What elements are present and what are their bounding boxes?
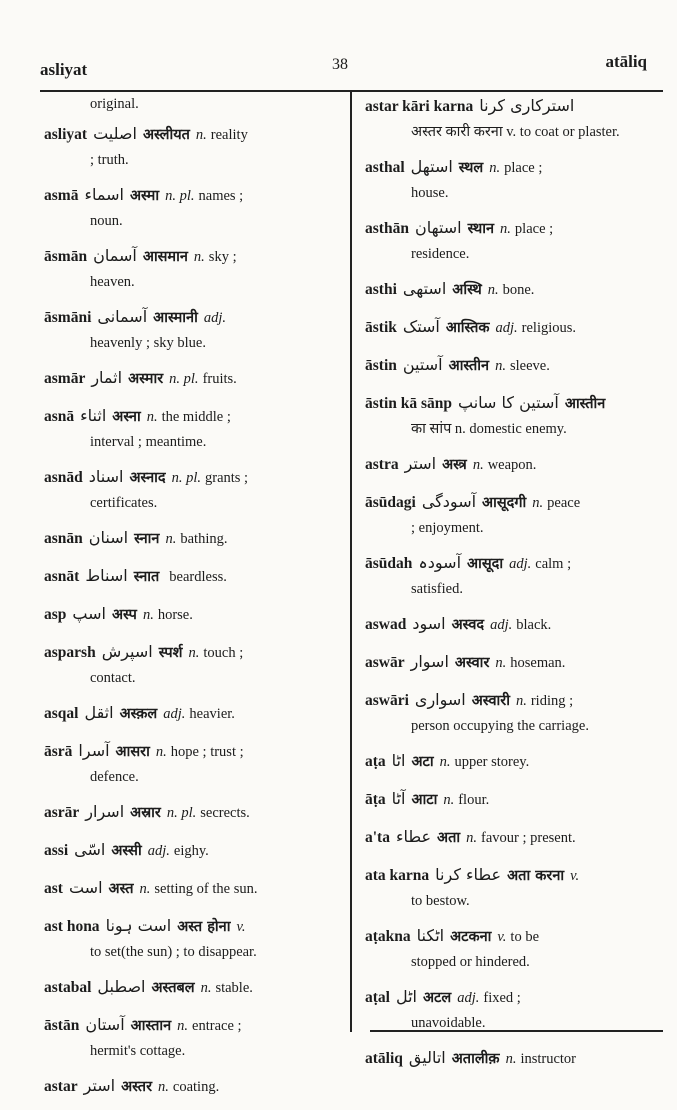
dictionary-entry bbox=[365, 488, 655, 540]
headword: asnā bbox=[44, 408, 75, 425]
part-of-speech: v. bbox=[236, 919, 246, 935]
part-of-speech: n. bbox=[188, 645, 200, 661]
dictionary-entry bbox=[44, 973, 336, 1002]
headword: asp bbox=[44, 606, 67, 623]
hindi-script: अस्वद bbox=[451, 617, 485, 633]
dictionary-entry bbox=[44, 181, 336, 233]
definition-continuation: ; truth. bbox=[90, 152, 129, 168]
dictionary-entry bbox=[44, 402, 336, 454]
definition-continuation: interval ; meantime. bbox=[90, 434, 207, 450]
headword: ata karna bbox=[365, 867, 430, 884]
urdu-script: آسرا bbox=[78, 741, 110, 760]
definition-continuation: satisfied. bbox=[411, 581, 463, 597]
definition: place ; bbox=[514, 221, 554, 237]
urdu-script: اسناد bbox=[88, 467, 124, 486]
part-of-speech: n. bbox=[439, 754, 451, 770]
definition: horse. bbox=[157, 607, 193, 623]
hindi-script: अता करना bbox=[507, 868, 565, 884]
column-divider bbox=[350, 90, 352, 1032]
urdu-script: است bbox=[68, 878, 103, 897]
dictionary-entry bbox=[44, 912, 336, 964]
dictionary-entry bbox=[365, 549, 655, 601]
dictionary-entry bbox=[44, 1072, 336, 1101]
hindi-script: अस्वारी bbox=[471, 693, 510, 709]
dictionary-entry bbox=[365, 92, 655, 144]
definition: setting of the sun. bbox=[154, 881, 258, 897]
hindi-script: अस्थि bbox=[452, 282, 482, 298]
dictionary-entry bbox=[365, 922, 655, 974]
part-of-speech: n. bbox=[515, 693, 527, 709]
urdu-script: اصلیت bbox=[93, 124, 137, 143]
part-of-speech: n. bbox=[505, 1051, 517, 1067]
page-number: 38 bbox=[332, 56, 348, 73]
part-of-speech: n. bbox=[472, 457, 484, 473]
dictionary-entry bbox=[365, 275, 655, 304]
urdu-script: اسنان bbox=[88, 528, 129, 547]
headword: asnād bbox=[44, 469, 83, 486]
dictionary-entry bbox=[365, 610, 655, 639]
part-of-speech: adj. bbox=[490, 617, 513, 633]
continuation-text: original. bbox=[90, 96, 139, 112]
headword: āstin bbox=[365, 357, 397, 374]
headword: āstin kā sānp bbox=[365, 395, 453, 412]
part-of-speech: n. bbox=[200, 980, 212, 996]
hindi-script: अतालीक़ bbox=[451, 1051, 500, 1067]
definition: fixed ; bbox=[483, 990, 521, 1006]
part-of-speech: n. bbox=[487, 282, 499, 298]
urdu-script: اسود bbox=[412, 614, 446, 633]
dictionary-entry bbox=[365, 389, 655, 441]
urdu-script: آٹا bbox=[391, 789, 406, 808]
urdu-script: استھی bbox=[402, 279, 447, 298]
part-of-speech: n. pl. bbox=[166, 805, 197, 821]
part-of-speech: n. bbox=[177, 1018, 189, 1034]
urdu-script: اسوار bbox=[410, 652, 449, 671]
hindi-script: स्पर्श bbox=[158, 645, 183, 661]
hindi-script: अस्लीयत bbox=[142, 127, 190, 143]
headword: aswār bbox=[365, 654, 405, 671]
dictionary-entry bbox=[365, 1044, 655, 1073]
urdu-script: آستین bbox=[402, 355, 443, 374]
definition: sky ; bbox=[208, 249, 237, 265]
definition: heavier. bbox=[189, 706, 235, 722]
headword: astabal bbox=[44, 979, 92, 996]
hindi-script: अस्सी bbox=[111, 843, 142, 859]
hindi-script: अस्रार bbox=[130, 805, 161, 821]
headword: asnān bbox=[44, 530, 83, 547]
definition-continuation: defence. bbox=[90, 769, 139, 785]
urdu-script: اسرار bbox=[85, 802, 125, 821]
urdu-script: اثقل bbox=[84, 703, 114, 722]
definition-continuation: contact. bbox=[90, 670, 136, 686]
part-of-speech: n. bbox=[532, 495, 544, 511]
urdu-script: اسّی bbox=[74, 840, 106, 859]
headword: aṭal bbox=[365, 989, 390, 1006]
part-of-speech: n. bbox=[142, 607, 154, 623]
urdu-script: اسماء bbox=[84, 185, 124, 204]
hindi-script: आसमान bbox=[142, 249, 188, 265]
hindi-script: आस्मानी bbox=[153, 310, 198, 326]
definition: beardless. bbox=[169, 569, 227, 585]
definition: to be bbox=[510, 929, 540, 945]
urdu-script: اتالیق bbox=[408, 1048, 446, 1067]
headword: āsūdagi bbox=[365, 494, 416, 511]
definition-continuation: to bestow. bbox=[411, 893, 470, 909]
urdu-script: استھان bbox=[414, 218, 462, 237]
dictionary-entry bbox=[365, 351, 655, 380]
definition: flour. bbox=[458, 792, 490, 808]
dictionary-entry bbox=[44, 120, 336, 172]
part-of-speech: v. bbox=[570, 868, 580, 884]
hindi-script: अटा bbox=[411, 754, 434, 770]
headword: asliyat bbox=[44, 126, 88, 143]
definition-continuation: heavenly ; sky blue. bbox=[90, 335, 206, 351]
hindi-script: आस्तीन bbox=[448, 358, 490, 374]
urdu-script: اثناء bbox=[80, 406, 107, 425]
hindi-script: अस्ना bbox=[112, 409, 141, 425]
headword: assi bbox=[44, 842, 69, 859]
definition-continuation: अस्तर कारी करना v. to coat or plaster. bbox=[411, 124, 620, 140]
urdu-script: عطاء کرنا bbox=[435, 865, 502, 884]
definition: black. bbox=[516, 617, 552, 633]
urdu-script: اثمار bbox=[91, 368, 123, 387]
definition: secrects. bbox=[200, 805, 250, 821]
part-of-speech: n. bbox=[443, 792, 455, 808]
dictionary-entry bbox=[44, 638, 336, 690]
definition: place ; bbox=[504, 160, 543, 176]
dictionary-entry bbox=[365, 153, 655, 205]
definition: names ; bbox=[198, 188, 244, 204]
definition: weapon. bbox=[487, 457, 537, 473]
part-of-speech: adj. bbox=[509, 556, 532, 572]
dictionary-entry bbox=[365, 861, 655, 913]
definition-continuation: hermit's cottage. bbox=[90, 1043, 186, 1059]
definition: the middle ; bbox=[161, 409, 231, 425]
headword: asrār bbox=[44, 804, 80, 821]
dictionary-entry bbox=[44, 874, 336, 903]
definition: grants ; bbox=[205, 470, 249, 486]
urdu-script: اٹل bbox=[395, 987, 417, 1006]
urdu-script: اٹکنا bbox=[416, 926, 445, 945]
definition: favour ; present. bbox=[481, 830, 576, 846]
hindi-script: अस्वार bbox=[454, 655, 490, 671]
part-of-speech: adj. bbox=[495, 320, 518, 336]
dictionary-entry bbox=[44, 303, 336, 355]
headword: asnāt bbox=[44, 568, 80, 585]
urdu-script: اسپ bbox=[72, 604, 106, 623]
headword: asthi bbox=[365, 281, 397, 298]
dictionary-entry bbox=[44, 836, 336, 865]
urdu-script: استر bbox=[83, 1076, 116, 1095]
definition-continuation: heaven. bbox=[90, 274, 135, 290]
dictionary-entry bbox=[44, 463, 336, 515]
hindi-script: स्थल bbox=[458, 160, 484, 176]
part-of-speech: n. bbox=[155, 744, 167, 760]
definition-continuation: noun. bbox=[90, 213, 123, 229]
headword: āsūdah bbox=[365, 555, 413, 572]
part-of-speech: n. pl. bbox=[171, 470, 201, 486]
headword: ast bbox=[44, 880, 63, 897]
urdu-script: استھل bbox=[410, 157, 453, 176]
headword: asthal bbox=[365, 159, 405, 176]
headword: āsrā bbox=[44, 743, 73, 760]
definition-continuation: का सांप n. domestic enemy. bbox=[411, 421, 567, 437]
dictionary-entry bbox=[44, 242, 336, 294]
part-of-speech: adj. bbox=[457, 990, 480, 1006]
left-column bbox=[44, 92, 336, 1110]
hindi-script: अस्नाद bbox=[129, 470, 166, 486]
urdu-script: عطاء bbox=[395, 827, 432, 846]
headword: astar bbox=[44, 1078, 78, 1095]
hindi-script: अस्त्र bbox=[442, 457, 467, 473]
hindi-script: अस्तबल bbox=[151, 980, 195, 996]
headword: āstān bbox=[44, 1017, 80, 1034]
headword: atāliq bbox=[365, 1050, 403, 1067]
urdu-script: اسواری bbox=[414, 690, 466, 709]
urdu-script: اصطبل bbox=[97, 977, 146, 996]
hindi-script: अस्त होना bbox=[177, 919, 231, 935]
part-of-speech: n. bbox=[495, 655, 507, 671]
definition: calm ; bbox=[535, 556, 572, 572]
definition: religious. bbox=[521, 320, 577, 336]
urdu-script: اسپرش bbox=[101, 642, 153, 661]
headword: asmā bbox=[44, 187, 79, 204]
part-of-speech: adj. bbox=[203, 310, 226, 326]
dictionary-entry bbox=[365, 450, 655, 479]
headword: asparsh bbox=[44, 644, 96, 661]
headword: āṭa bbox=[365, 791, 386, 808]
urdu-script: استر bbox=[404, 454, 437, 473]
definition-continuation: certificates. bbox=[90, 495, 158, 511]
definition-continuation: unavoidable. bbox=[411, 1015, 486, 1031]
part-of-speech: n. bbox=[466, 830, 478, 846]
headword: asthān bbox=[365, 220, 409, 237]
dictionary-entry bbox=[365, 648, 655, 677]
dictionary-entry bbox=[365, 214, 655, 266]
hindi-script: अस्प bbox=[111, 607, 137, 623]
part-of-speech: v. bbox=[497, 929, 507, 945]
definition-continuation: ; enjoyment. bbox=[411, 520, 484, 536]
dictionary-entry bbox=[44, 798, 336, 827]
hindi-script: अता bbox=[437, 830, 461, 846]
hindi-script: आटा bbox=[411, 792, 438, 808]
hindi-script: अटल bbox=[422, 990, 452, 1006]
headword: aswāri bbox=[365, 692, 409, 709]
part-of-speech: adj. bbox=[147, 843, 170, 859]
hindi-script: अस्क़ल bbox=[119, 706, 158, 722]
definition: stable. bbox=[215, 980, 253, 996]
hindi-script: स्नान bbox=[134, 531, 160, 547]
urdu-script: آسودہ bbox=[418, 553, 462, 572]
part-of-speech: n. bbox=[193, 249, 205, 265]
left-guide-word: asliyat bbox=[40, 60, 88, 79]
definition-continuation: residence. bbox=[411, 246, 470, 262]
headword: aṭakna bbox=[365, 928, 411, 945]
headword: asmār bbox=[44, 370, 86, 387]
definition: touch ; bbox=[203, 645, 244, 661]
definition: fruits. bbox=[202, 371, 237, 387]
headword: astra bbox=[365, 456, 399, 473]
hindi-script: अस्मार bbox=[128, 371, 164, 387]
definition: peace bbox=[547, 495, 581, 511]
urdu-script: آستک bbox=[402, 317, 440, 336]
definition: coating. bbox=[172, 1079, 220, 1095]
hindi-script: आस्तिक bbox=[445, 320, 490, 336]
urdu-script: آستین کا سانپ bbox=[458, 393, 559, 412]
definition: bathing. bbox=[180, 531, 228, 547]
dictionary-entry bbox=[365, 747, 655, 776]
hindi-script: अस्तर bbox=[121, 1079, 153, 1095]
dictionary-entry bbox=[44, 600, 336, 629]
part-of-speech: adj. bbox=[163, 706, 186, 722]
dictionary-entry bbox=[44, 364, 336, 393]
urdu-script: آسمانی bbox=[97, 307, 148, 326]
headword: aswad bbox=[365, 616, 407, 633]
hindi-script: आसरा bbox=[115, 744, 150, 760]
dictionary-entry bbox=[44, 562, 336, 591]
dictionary-entry bbox=[365, 785, 655, 814]
definition: upper storey. bbox=[454, 754, 530, 770]
headword: astar kāri karna bbox=[365, 98, 474, 115]
hindi-script: अस्त bbox=[108, 881, 134, 897]
definition: sleeve. bbox=[509, 358, 550, 374]
urdu-script: اٹا bbox=[391, 751, 406, 770]
definition: entrace ; bbox=[192, 1018, 242, 1034]
part-of-speech: n. bbox=[495, 358, 506, 374]
headword: a'ta bbox=[365, 829, 390, 846]
definition-continuation: to set(the sun) ; to disappear. bbox=[90, 944, 257, 960]
urdu-script: اسناط bbox=[85, 566, 128, 585]
definition: hope ; trust ; bbox=[170, 744, 244, 760]
definition-continuation: person occupying the carriage. bbox=[411, 718, 589, 734]
urdu-script: آسمان bbox=[93, 246, 137, 265]
headword: aṭa bbox=[365, 753, 386, 770]
part-of-speech: n. pl. bbox=[165, 188, 195, 204]
part-of-speech: n. pl. bbox=[169, 371, 199, 387]
dictionary-entry bbox=[44, 1011, 336, 1063]
part-of-speech: n. bbox=[139, 881, 151, 897]
definition: reality bbox=[210, 127, 248, 143]
dictionary-entry bbox=[365, 983, 655, 1035]
headword: āsmāni bbox=[44, 309, 92, 326]
hindi-script: आसूदगी bbox=[482, 495, 527, 511]
part-of-speech: n. bbox=[489, 160, 501, 176]
headword: āstik bbox=[365, 319, 397, 336]
dictionary-entry bbox=[44, 737, 336, 789]
dictionary-entry bbox=[44, 524, 336, 553]
headword: asqal bbox=[44, 705, 79, 722]
right-guide-word: atāliq bbox=[605, 52, 647, 71]
hindi-script: अटकना bbox=[450, 929, 492, 945]
part-of-speech: n. bbox=[195, 127, 207, 143]
definition: bone. bbox=[502, 282, 535, 298]
part-of-speech: n. bbox=[165, 531, 177, 547]
urdu-script: آسودگی bbox=[421, 492, 477, 511]
hindi-script: स्थान bbox=[467, 221, 495, 237]
part-of-speech: n. bbox=[146, 409, 158, 425]
right-column bbox=[365, 92, 655, 1082]
definition: instructor bbox=[520, 1051, 577, 1067]
hindi-script: स्नात bbox=[133, 569, 160, 585]
dictionary-entry bbox=[365, 686, 655, 738]
urdu-script: است ہونا bbox=[105, 916, 172, 935]
definition-continuation: house. bbox=[411, 185, 449, 201]
hindi-script: आस्तान bbox=[130, 1018, 172, 1034]
definition-continuation: stopped or hindered. bbox=[411, 954, 530, 970]
page-header bbox=[40, 52, 647, 82]
dictionary-entry bbox=[44, 699, 336, 728]
dictionary-entry bbox=[365, 313, 655, 342]
definition: hoseman. bbox=[510, 655, 566, 671]
headword: āsmān bbox=[44, 248, 88, 265]
headword: ast hona bbox=[44, 918, 100, 935]
part-of-speech: n. bbox=[500, 221, 511, 237]
definition: eighy. bbox=[173, 843, 209, 859]
urdu-script: آستان bbox=[85, 1015, 125, 1034]
part-of-speech: n. bbox=[158, 1079, 169, 1095]
hindi-script: अस्मा bbox=[129, 188, 160, 204]
dictionary-entry bbox=[365, 823, 655, 852]
hindi-script: आसूदा bbox=[467, 556, 504, 572]
urdu-script: استرکاری کرنا bbox=[479, 96, 575, 115]
definition: riding ; bbox=[530, 693, 574, 709]
hindi-script: आस्तीन bbox=[564, 396, 606, 412]
